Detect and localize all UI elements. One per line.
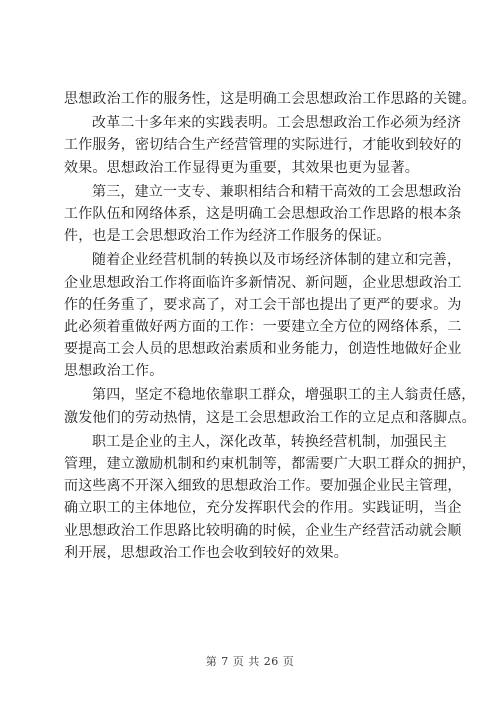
text-line: 件，也是工会思想政治工作为经济工作服务的保证。 <box>64 228 391 245</box>
paragraph <box>64 88 476 110</box>
page-number-footer: 第 7 页 共 26 页 <box>205 655 295 668</box>
paragraph <box>64 431 476 564</box>
text-line: 职工是企业的主人，深化改革，转换经营机制，加强民主 <box>92 433 447 450</box>
text-line: 而这些离不开深入细致的思想政治工作。要加强企业民主管理， <box>64 478 462 495</box>
text-line: 利开展，思想政治工作也会收到较好的效果。 <box>64 544 348 561</box>
text-line: 思想政治工作的服务性，这是明确工会思想政治工作思路的关键。 <box>64 91 476 107</box>
text-line: 工作服务，密切结合生产经营管理的实际进行，才能收到较好的 <box>64 137 462 154</box>
text-line: 第四，坚定不稳地依靠职工群众，增强职工的主人翁责任感， <box>92 387 476 404</box>
text-line: 效果。思想政治工作显得更为重要，其效果也更为显著。 <box>64 159 419 176</box>
document-body <box>64 88 476 564</box>
text-line: 此必须着重做好两方面的工作：一要建立全方位的网络体系，二 <box>64 318 462 335</box>
text-line: 作的任务重了，要求高了，对工会干部也提出了更严的要求。为 <box>64 296 462 313</box>
text-line: 思想政治工作。 <box>64 363 164 380</box>
text-line: 改革二十多年来的实践表明。工会思想政治工作必须为经济 <box>92 115 462 132</box>
text-line: 要提高工会人员的思想政治素质和业务能力，创造性地做好企业 <box>64 341 462 358</box>
paragraph <box>64 181 462 248</box>
paragraph <box>64 112 462 179</box>
text-line: 业思想政治工作思路比较明确的时候，企业生产经营活动就会顺 <box>64 522 462 539</box>
text-line: 管理，建立激励机制和约束机制等，都需要广大职工群众的拥护， <box>64 456 476 472</box>
text-line: 工作队伍和网络体系，这是明确工会思想政治工作思路的根本条 <box>64 205 462 222</box>
text-line: 确立职工的主体地位，充分发挥职代会的作用。实践证明，当企 <box>64 500 462 517</box>
paragraph <box>64 249 462 382</box>
text-line: 第三，建立一支专、兼职相结合和精干高效的工会思想政治 <box>92 183 462 200</box>
text-line: 激发他们的劳动热情，这是工会思想政治工作的立足点和落脚点。 <box>64 409 476 426</box>
paragraph <box>64 384 476 428</box>
text-line: 随着企业经营机制的转换以及市场经济体制的建立和完善， <box>92 252 462 269</box>
text-line: 企业思想政治工作将面临许多新情况、新问题，企业思想政治工 <box>64 274 462 291</box>
